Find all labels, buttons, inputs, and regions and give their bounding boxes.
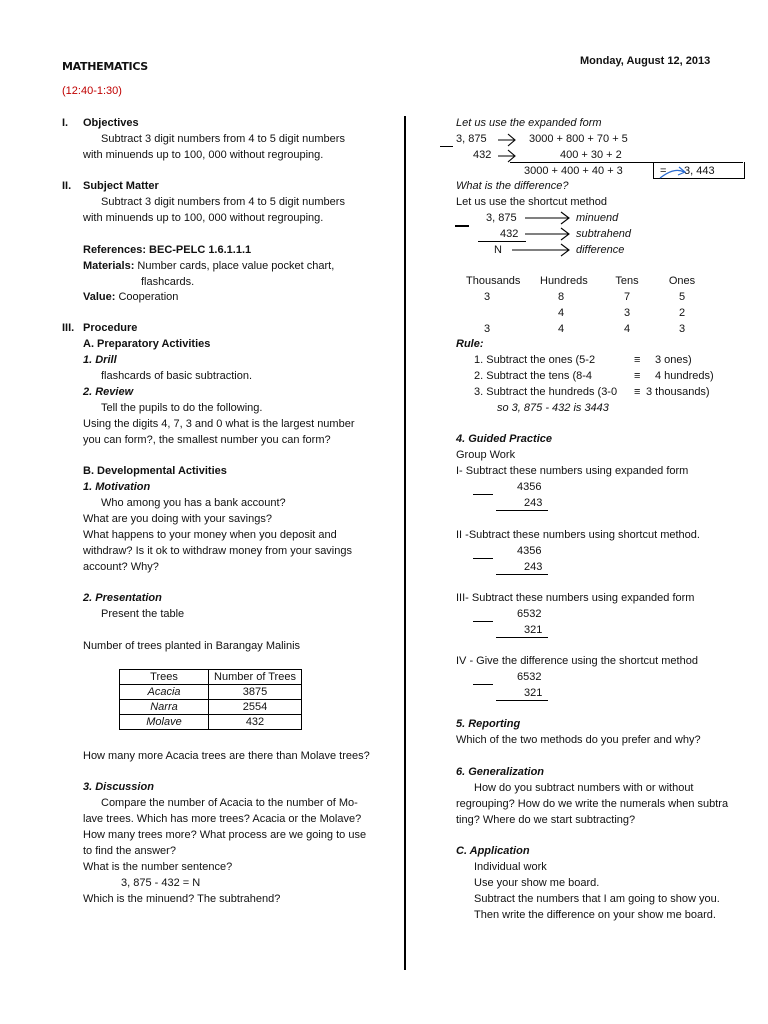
table-header-cell: Trees	[120, 670, 209, 685]
expanded-intro: Let us use the expanded form	[456, 117, 602, 129]
review-line-2: Using the digits 4, 7, 3 and 0 what is the largest number	[83, 418, 355, 430]
objectives-heading: Objectives	[83, 117, 139, 129]
minus-sign	[473, 621, 493, 622]
subject-title: MATHEMATICS	[62, 60, 148, 73]
pv-cell: 3	[483, 323, 491, 335]
pv-cell: 4	[623, 323, 631, 335]
pv-cell: 8	[557, 291, 565, 303]
application-line-2: Use your show me board.	[474, 877, 600, 889]
result-line	[496, 700, 548, 701]
table-cell: Molave	[120, 715, 209, 730]
pv-cell: 4	[557, 323, 565, 335]
result-line	[496, 510, 548, 511]
discussion-line-7: Which is the minuend? The subtrahend?	[83, 893, 281, 905]
shortcut-intro: Let us use the shortcut method	[456, 196, 608, 208]
subject-matter-heading: Subject Matter	[83, 180, 159, 192]
rule-conclusion: so 3, 875 - 432 is 3443	[497, 402, 609, 414]
subtrahend-label: subtrahend	[576, 228, 632, 240]
subject-matter-line-1: Subtract 3 digit numbers from 4 to 5 digit numbers	[101, 196, 345, 208]
exercise-2: II -Subtract these numbers using shortcut method.	[456, 529, 700, 541]
group-work: Group Work	[456, 449, 516, 461]
motivation-line-2: What are you doing with your savings?	[83, 513, 272, 525]
application-line-4: Then write the difference on your show me board.	[474, 909, 716, 921]
review-line-3: you can form?, the smallest number you can form?	[83, 434, 331, 446]
procedure-number: III.	[62, 322, 75, 334]
presentation-line-1: Present the table	[101, 608, 185, 620]
exercise-3: III- Subtract these numbers using expanded form	[456, 592, 695, 604]
pv-cell: 3	[623, 307, 631, 319]
number-sentence: 3, 875 - 432 = N	[121, 877, 201, 889]
materials-text: Number cards, place value pocket chart,	[134, 260, 335, 272]
rule-2: 2. Subtract the tens (8-4	[474, 370, 593, 382]
discussion-line-5: What is the number sentence?	[83, 861, 233, 873]
rule-heading: Rule:	[456, 338, 484, 350]
date: Monday, August 12, 2013	[580, 55, 711, 67]
generalization-line-3: ting? Where do we start subtracting?	[456, 814, 636, 826]
arrow-icon	[498, 134, 515, 146]
table-caption: Number of trees planted in Barangay Malinis	[83, 640, 301, 652]
guided-practice-heading: 4. Guided Practice	[456, 433, 552, 445]
pv-cell: 4	[557, 307, 565, 319]
objectives-line-2: with minuends up to 100, 000 without regrouping.	[83, 149, 324, 161]
rule-1-result: 3 ones)	[655, 354, 692, 366]
arrow-icon	[525, 228, 569, 240]
exercise-3-minuend: 6532	[517, 608, 542, 620]
pv-header: Hundreds	[540, 275, 588, 287]
expanded-equals: =	[660, 165, 667, 177]
minus-sign	[473, 684, 493, 685]
difference-label: difference	[576, 244, 625, 256]
motivation-line-3: What happens to your money when you deposit and	[83, 529, 337, 541]
discussion-line-1: Compare the number of Acacia to the number of Mo-	[101, 797, 358, 809]
arrow-icon	[512, 244, 569, 256]
rule-equals-icon: ≡	[634, 386, 641, 398]
review-heading: 2. Review	[83, 386, 134, 398]
expanded-answer: 3, 443	[684, 165, 715, 177]
table-cell: 3875	[209, 685, 302, 700]
reporting-line-1: Which of the two methods do you prefer and why?	[456, 734, 701, 746]
application-heading: C. Application	[456, 845, 530, 857]
generalization-heading: 6. Generalization	[456, 766, 545, 778]
pv-cell: 3	[678, 323, 686, 335]
discussion-heading: 3. Discussion	[83, 781, 154, 793]
table-cell: 432	[209, 715, 302, 730]
exercise-1-subtrahend: 243	[524, 497, 543, 509]
subject-matter-number: II.	[62, 180, 72, 192]
expanded-subtrahend: 432	[473, 149, 492, 161]
expanded-minuend-form: 3000 + 800 + 70 + 5	[529, 133, 628, 145]
exercise-4-minuend: 6532	[517, 671, 542, 683]
rule-equals-icon: ≡	[634, 370, 641, 382]
rule-3: 3. Subtract the hundreds (3-0	[474, 386, 618, 398]
motivation-line-1: Who among you has a bank account?	[101, 497, 286, 509]
pv-cell: 7	[623, 291, 631, 303]
minus-sign	[473, 558, 493, 559]
preparatory-heading: A. Preparatory Activities	[83, 338, 211, 350]
minuend-label: minuend	[576, 212, 619, 224]
value-text: Cooperation	[115, 291, 179, 303]
time-range: (12:40-1:30)	[62, 85, 122, 97]
exercise-2-subtrahend: 243	[524, 561, 543, 573]
application-line-1: Individual work	[474, 861, 547, 873]
expanded-minuend: 3, 875	[456, 133, 487, 145]
table-cell: Acacia	[120, 685, 209, 700]
arrow-icon	[498, 150, 515, 162]
result-line	[496, 574, 548, 575]
table-header-cell: Number of Trees	[209, 670, 302, 685]
exercise-3-subtrahend: 321	[524, 624, 543, 636]
materials-label: Materials:	[83, 260, 135, 272]
expanded-subtrahend-form: 400 + 30 + 2	[560, 149, 622, 161]
exercise-1: I- Subtract these numbers using expanded form	[456, 465, 689, 477]
subject-matter-line-2: with minuends up to 100, 000 without regrouping.	[83, 212, 324, 224]
generalization-line-1: How do you subtract numbers with or without	[474, 782, 694, 794]
drill-heading: 1. Drill	[83, 354, 117, 366]
reporting-heading: 5. Reporting	[456, 718, 521, 730]
rule-equals-icon: ≡	[634, 354, 641, 366]
procedure-heading: Procedure	[83, 322, 138, 334]
materials-line-2: flashcards.	[141, 276, 195, 288]
arrow-icon	[525, 212, 569, 224]
rule-2-result: 4 hundreds)	[655, 370, 714, 382]
exercise-2-minuend: 4356	[517, 545, 542, 557]
references: References: BEC-PELC 1.6.1.1.1	[83, 244, 252, 256]
pv-cell: 5	[678, 291, 686, 303]
acacia-question: How many more Acacia trees are there than Molave trees?	[83, 750, 370, 762]
difference-question: What is the difference?	[456, 180, 569, 192]
table-cell: 2554	[209, 700, 302, 715]
pv-header: Tens	[615, 275, 639, 287]
pv-cell: 2	[678, 307, 686, 319]
table-cell: Narra	[120, 700, 209, 715]
exercise-4-subtrahend: 321	[524, 687, 543, 699]
discussion-line-4: to find the answer?	[83, 845, 176, 857]
presentation-heading: 2. Presentation	[83, 592, 162, 604]
developmental-heading: B. Developmental Activities	[83, 465, 227, 477]
motivation-line-5: account? Why?	[83, 561, 159, 573]
motivation-heading: 1. Motivation	[83, 481, 151, 493]
exercise-1-minuend: 4356	[517, 481, 542, 493]
rule-3-result: 3 thousands)	[646, 386, 710, 398]
generalization-line-2: regrouping? How do we write the numerals when subtra	[456, 798, 729, 810]
objectives-line-1: Subtract 3 digit numbers from 4 to 5 digit numbers	[101, 133, 345, 145]
rule-1: 1. Subtract the ones (5-2	[474, 354, 596, 366]
expanded-result: 3000 + 400 + 40 + 3	[524, 165, 623, 177]
exercise-4: IV - Give the difference using the shortcut method	[456, 655, 698, 667]
shortcut-subtrahend: 432	[500, 228, 519, 240]
objectives-number: I.	[62, 117, 69, 129]
shortcut-minuend: 3, 875	[486, 212, 517, 224]
minus-sign	[473, 494, 493, 495]
shortcut-difference: N	[494, 244, 502, 256]
pv-cell: 3	[483, 291, 491, 303]
drill-text: flashcards of basic subtraction.	[101, 370, 253, 382]
pv-header: Ones	[668, 275, 696, 287]
discussion-line-3: How many trees more? What process are we going to use	[83, 829, 367, 841]
discussion-line-2: lave trees. Which has more trees? Acacia or the Molave?	[83, 813, 362, 825]
review-line-1: Tell the pupils to do the following.	[101, 402, 263, 414]
result-line	[496, 637, 548, 638]
application-line-3: Subtract the numbers that I am going to show you.	[474, 893, 720, 905]
value-label: Value:	[83, 291, 116, 303]
pv-header: Thousands	[466, 275, 521, 287]
motivation-line-4: withdraw? Is it ok to withdraw money from your savings	[83, 545, 352, 557]
